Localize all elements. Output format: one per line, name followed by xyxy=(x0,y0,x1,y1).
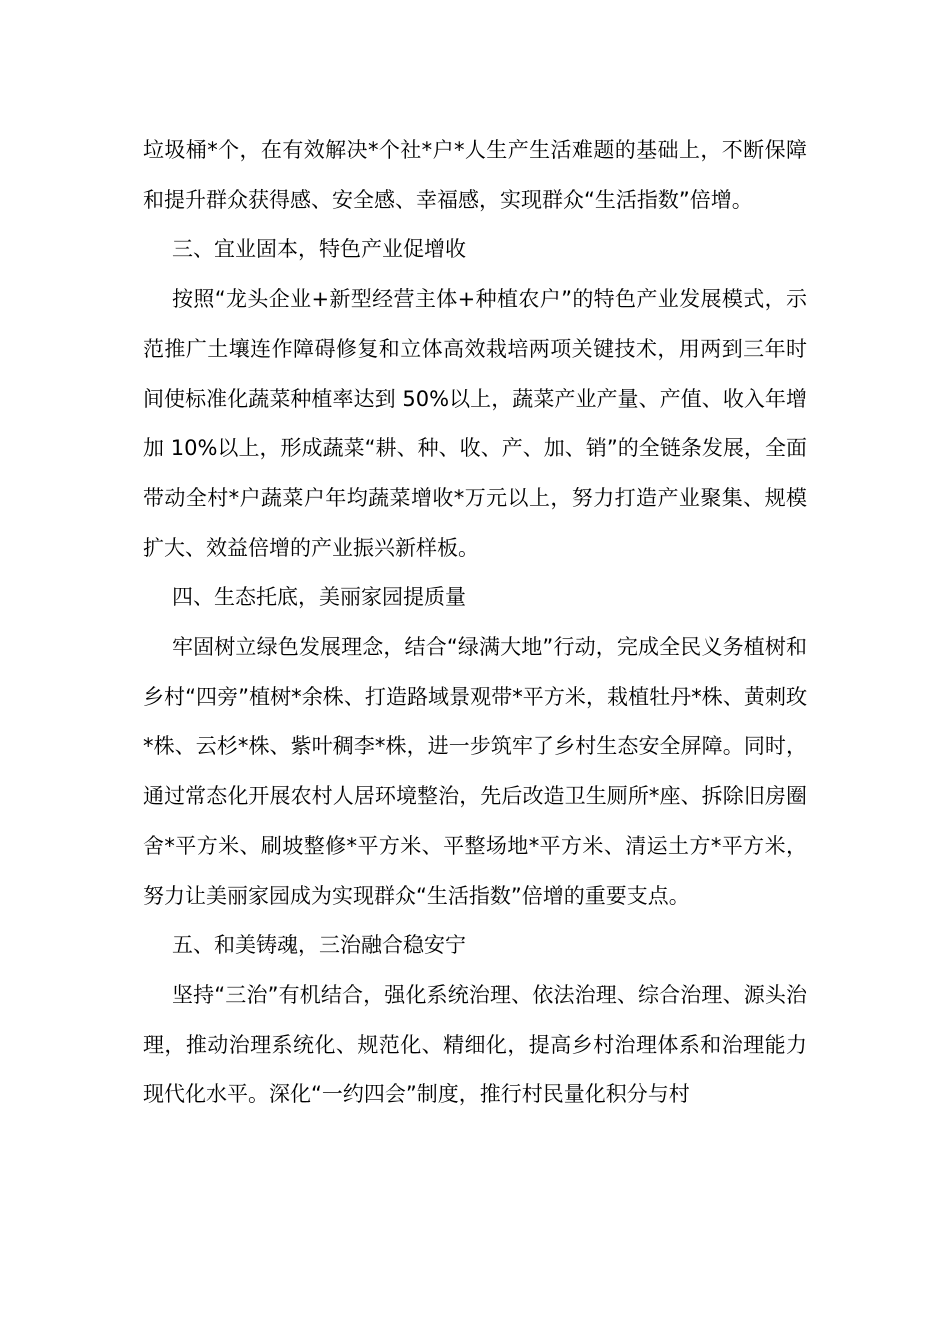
paragraph-ecology: 牢固树立绿色发展理念，结合“绿满大地”行动，完成全民义务植树和乡村“四旁”植树*余株、打造路域景观带*平方米，栽植牡丹*株、黄刺玫*株、云杉*株、紫叶稠李*株，进一步筑牢了乡村生态安全屏障。同时，通过常态化开展农村人居环境整治，先后改造卫生厕所*座、拆除旧房圈舍*平方米、刷坡整修*平方米、平整场地*平方米、清运土方*平方米，努力让美丽家园成为实现群众“生活指数”倍增的重要支点。 xyxy=(143,635,807,908)
paragraph-continuation: 垃圾桶*个，在有效解决*个社*户*人生产生活难题的基础上，不断保障和提升群众获得感、安全感、幸福感，实现群众“生活指数”倍增。 xyxy=(143,138,807,212)
paragraph-governance: 坚持“三治”有机结合，强化系统治理、依法治理、综合治理、源头治理，推动治理系统化、规范化、精细化，提高乡村治理体系和治理能力现代化水平。深化“一约四会”制度，推行村民量化积分与村 xyxy=(143,982,807,1107)
section-heading-3: 三、宜业固本，特色产业促增收 xyxy=(172,237,466,262)
section-heading-5: 五、和美铸魂，三治融合稳安宁 xyxy=(172,933,466,958)
document-body xyxy=(143,126,807,1120)
section-heading-4: 四、生态托底，美丽家园提质量 xyxy=(172,585,466,610)
paragraph-industry: 按照“龙头企业+新型经营主体+种植农户”的特色产业发展模式，示范推广土壤连作障碍修复和立体高效栽培两项关键技术，用两到三年时间使标准化蔬菜种植率达到 50%以上，蔬菜产业产量、产值、收入年增加 10%以上，形成蔬菜“耕、种、收、产、加、销”的全链条发展，全面带动全村*户蔬菜户年均蔬菜增收*万元以上，努力打造产业聚集、规模扩大、效益倍增的产业振兴新样板。 xyxy=(143,287,807,560)
